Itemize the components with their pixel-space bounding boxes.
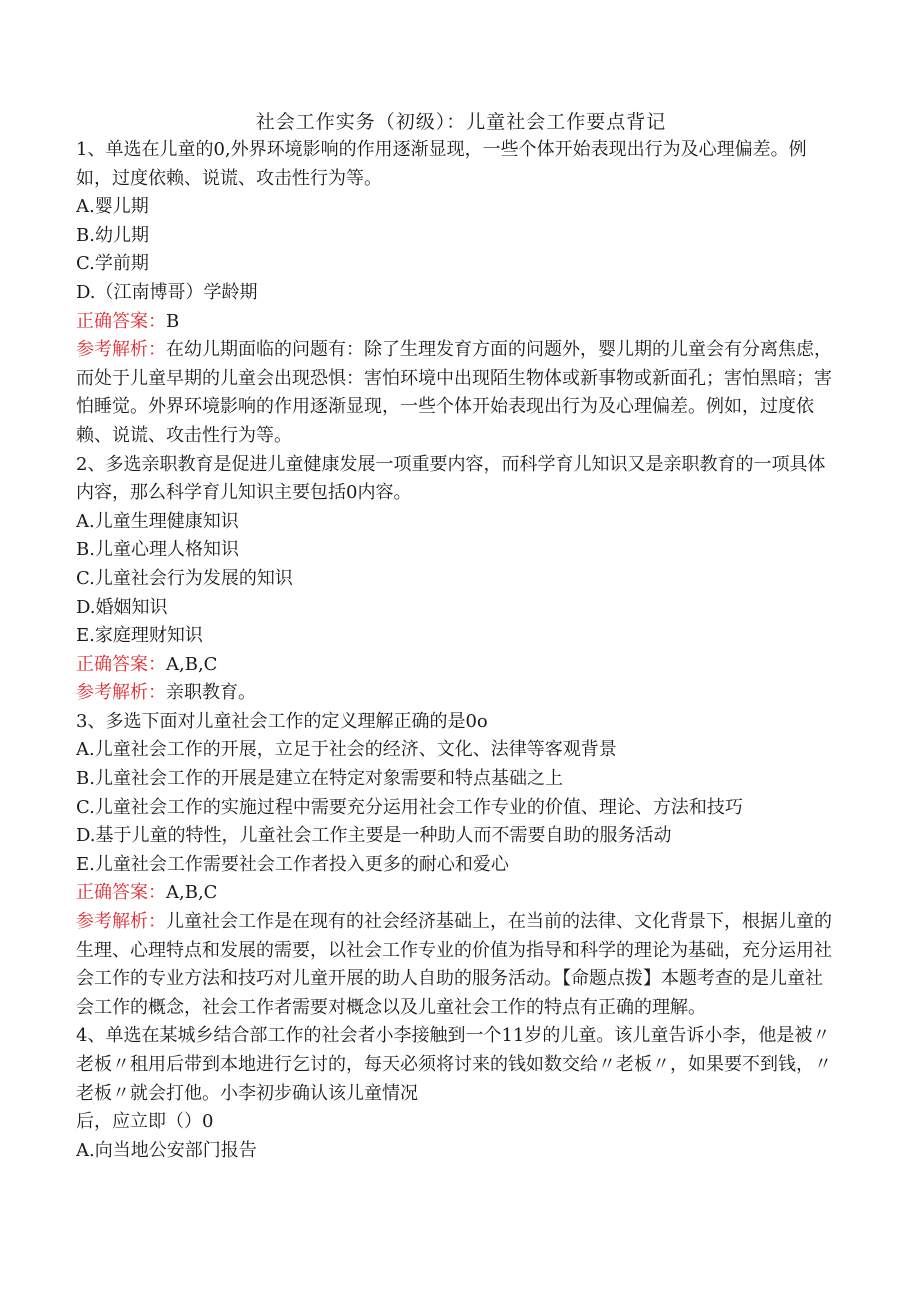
question-2-option-d: D.婚姻知识 (76, 596, 168, 618)
question-3-option-e: E.儿童社会工作需要社会工作者投入更多的耐心和爱心 (76, 853, 509, 875)
question-2-analysis (76, 679, 836, 708)
question-1-analysis (76, 336, 836, 450)
analysis-label: 参考解析： (76, 911, 166, 933)
question-1-option-a: A.婴儿期 (76, 196, 149, 218)
document-title: 社会工作实务（初级）：儿童社会工作要点背记 (255, 111, 667, 133)
question-4-option-a: A.向当地公安部门报告 (76, 1139, 257, 1161)
question-3-option-c: C.儿童社会工作的实施过程中需要充分运用社会工作专业的价值、理论、方法和技巧 (76, 796, 743, 818)
analysis-label: 参考解析： (76, 682, 166, 704)
question-2-option-a: A.儿童生理健康知识 (76, 510, 239, 532)
question-4-stem-tail: 后，应立即（）0 (76, 1111, 214, 1133)
question-1-option-b: B.幼儿期 (76, 224, 149, 246)
question-2-option-c: C.儿童社会行为发展的知识 (76, 567, 293, 589)
question-2-answer (76, 651, 836, 680)
question-4-stem: 4、单选在某城乡结合部工作的社会者小李接触到一个11岁的儿童。该儿童告诉小李，他是被〃老板〃租用后带到本地进行乞讨的，每天必须将讨来的钱如数交给〃老板〃，如果要不到钱，〃老板〃就会打他。小李初步确认该儿童情况 (76, 1025, 832, 1104)
question-1-option-c: C.学前期 (76, 253, 149, 275)
question-3-option-d: D.基于儿童的特性，儿童社会工作主要是一种助人而不需要自助的服务活动 (76, 825, 672, 847)
question-3-stem: 3、多选下面对儿童社会工作的定义理解正确的是0o (76, 710, 488, 732)
answer-value: A,B,C (166, 882, 218, 904)
question-2-option-b: B.儿童心理人格知识 (76, 539, 239, 561)
answer-value: A,B,C (166, 653, 218, 675)
question-1-answer (76, 308, 836, 337)
analysis-text: 亲职教育。 (166, 682, 256, 704)
question-1-stem: 1、单选在儿童的0,外界环境影响的作用逐渐显现，一些个体开始表现出行为及心理偏差。例如，过度依赖、说谎、攻击性行为等。 (76, 139, 807, 189)
question-1-option-d: D.（江南博哥）学龄期 (76, 281, 258, 303)
analysis-text: 儿童社会工作是在现有的社会经济基础上，在当前的法律、文化背景下，根据儿童的生理、心理特点和发展的需要，以社会工作专业的价值为指导和科学的理论为基础，充分运用社会工作的专业方法和技巧对儿童开展的助人自助的服务活动。【命题点拨】本题考查的是儿童社会工作的概念，社会工作者需要对概念以及儿童社会工作的特点有正确的理解。 (76, 911, 832, 1018)
answer-label: 正确答案： (76, 882, 166, 904)
answer-value: B (166, 310, 180, 332)
question-3-option-b: B.儿童社会工作的开展是建立在特定对象需要和特点基础之上 (76, 768, 563, 790)
analysis-label: 参考解析： (76, 339, 166, 361)
question-2-stem: 2、多选亲职教育是促进儿童健康发展一项重要内容，而科学育儿知识又是亲职教育的一项具体内容，那么科学育儿知识主要包括0内容。 (76, 453, 826, 504)
question-3-analysis (76, 908, 836, 1022)
question-3-answer (76, 879, 836, 908)
analysis-text: 在幼儿期面临的问题有：除了生理发育方面的问题外，婴儿期的儿童会有分离焦虑，而处于儿童早期的儿童会出现恐惧：害怕环境中出现陌生物体或新事物或新面孔；害怕黑暗；害怕睡觉。外界环境影响的作用逐渐显现，一些个体开始表现出行为及心理偏差。例如，过度依赖、说谎、攻击性行为等。 (76, 339, 832, 446)
question-3-option-a: A.儿童社会工作的开展，立足于社会的经济、文化、法律等客观背景 (76, 739, 617, 761)
answer-label: 正确答案： (76, 310, 166, 332)
question-2-option-e: E.家庭理财知识 (76, 625, 203, 647)
document-page (76, 108, 836, 1165)
answer-label: 正确答案： (76, 653, 166, 675)
